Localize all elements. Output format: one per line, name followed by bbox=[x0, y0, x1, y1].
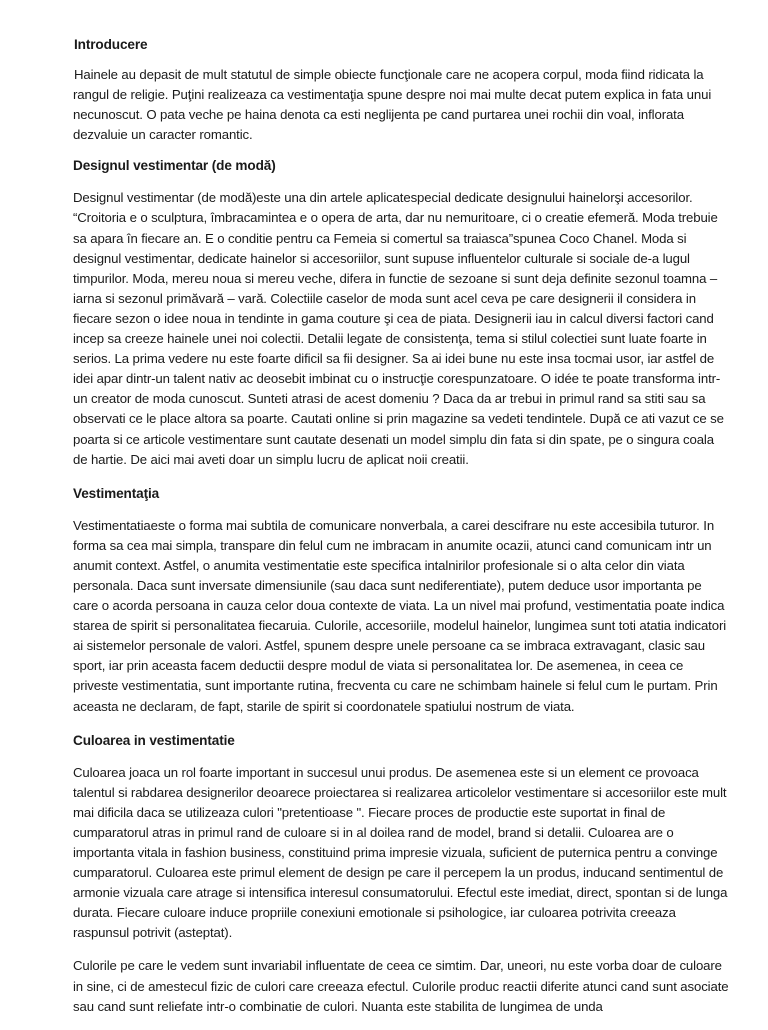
paragraph-designul-vestimentar: Designul vestimentar (de modă)este una din artele aplicatespecial dedicate designului hainelorşi accesorilor. “Croitoria e o sculptura, îmbracamintea e o opera de arta, dar nu nemuritoare, ci o creatie efemeră. Moda trebuie sa apara în fiecare an. E o conditie pentru ca Femeia si comertul sa traiasca”spunea Coco Chanel. Moda si designul vestimentar, dedicate hainelor si accesoriilor, sunt supuse influentelor culturale si sociale de-a lugul timpurilor. Moda, mereu noua si mereu veche, difera in functie de sezoane si sunt deja definite sezonul toamna – iarna si sezonul primăvară – vară. Colectiile caselor de moda sunt acel ceva pe care designerii il considera in fiecare sezon o idee noua in tendinte in gama couture şi cea de piata. Designerii iau in calcul diversi factori cand incep sa creeze hainele unei noi colectii. Detalii legate de consistenţa, tema si stilul colectiei sunt luate foarte in serios. La prima vedere nu este foarte dificil sa fii designer. Sa ai idei bune nu este insa tocmai usor, iar astfel de idei apar dintr-un talent nativ ac deosebit imbinat cu o instrucţie corespunzatoare. O idée te poate transforma intr-un creator de moda cunoscut. Sunteti atrasi de acest domeniu ? Daca da ar trebui in primul rand sa stiti sau sa observati ce le place altora sa poarte. Cautati online si prin magazine sa vedeti tendintele. După ce ati vazut ce se poarta si ce articole vestimentare sunt cautate desenati un model simplu din fata si din spate, pe o singura coala de hartie. De aici mai aveti doar un simplu lucru de aplicat noii creatii. bbox=[73, 190, 724, 467]
paragraph-culoarea-1: Culoarea joaca un rol foarte important in succesul unui produs. De asemenea este si un element ce provoaca talentul si rabdarea designerilor deoarece proiectarea si realizarea articolelor vestimentare si accesoriilor este mult mai dificila daca se utilizeaza culori "pretentioase ". Fiecare proces de productie este suportat in final de cumparatorul atras in primul rand de culoare si in al doilea rand de model, brand si detalii. Culoarea are o importanta vitala in fashion business, constituind prima impresie vizuala, suficient de puternica pentru a convinge cumparatorul. Culoarea este primul element de design pe care il percepem la un produs, inducand sentimentul de armonie vizuala care atrage si intensifica interesul consumatorului. Efectul este imediat, direct, spontan si de lunga durata. Fiecare culoare induce propriile conexiuni emotionale si psihologice, iar culoarea potrivita creeaza raspunsul potrivit (asteptat). bbox=[73, 764, 728, 941]
document-body bbox=[73, 34, 729, 1030]
paragraph-vestimentatia: Vestimentatiaeste o forma mai subtila de comunicare nonverbala, a carei descifrare nu este accesibila tuturor. In forma sa cea mai simpla, transpare din felul cum ne imbracam in anumite ocazii, atunci cand comunicam intr un anumit context. Astfel, o anumita vestimentatie este specifica intalnirilor profesionale si o alta celor din viata personala. Daca sunt inversate dimensiunile (sau daca sunt nediferentiate), putem deduce usor importanta pe care o acorda persoana in cauza celor doua contexte de viata. La un nivel mai profund, vestimentatia poate indica starea de spirit si personalitatea fiecaruia. Culorile, accesoriile, modelul hainelor, lungimea sunt toti atatia indicatori ai sistemelor personale de valori. Astfel, spunem despre unele persoane ca se imbraca extravagant, clasic sau sport, iar prin aceasta facem deductii despre modul de viata si personalitatea lor. De asemenea, in ceea ce priveste vestimentatia, sunt importante rutina, frecventa cu care ne schimbam hainele si felul cum le purtam. Prin aceasta ne declaram, de fapt, starile de spirit si coordonatele spatiului nostrum de viata. bbox=[73, 517, 727, 714]
paragraph-culoarea-2: Culorile pe care le vedem sunt invariabil influentate de ceea ce simtim. Dar, uneori, nu este vorba doar de culoare in sine, ci de amestecul fizic de culori care creeaza efectul. Culorile produc reactii diferite atunci cand sunt asociate sau cand sunt reliefate intr-o combinatie de culori. Nuanta este stabilita de lungimea de unda bbox=[73, 958, 729, 1014]
section-heading-introducere: Introducere bbox=[74, 37, 148, 52]
paragraph-introducere: Hainele au depasit de mult statutul de simple obiecte funcţionale care ne acopera corpul, moda fiind ridicata la rangul de religie. Puţini realizeaza ca vestimentaţia spune despre noi mai multe decat putem explica in fata unui necunoscut. O pata veche pe haina denota ca esti neglijenta pe cand purtarea unei rochii din voal, inflorata dezvaluie un caracter romantic. bbox=[73, 67, 712, 143]
section-heading-designul-vestimentar: Designul vestimentar (de modă) bbox=[73, 158, 276, 174]
section-heading-vestimentatia: Vestimentaţia bbox=[73, 485, 160, 501]
section-heading-culoarea: Culoarea in vestimentatie bbox=[73, 732, 235, 748]
